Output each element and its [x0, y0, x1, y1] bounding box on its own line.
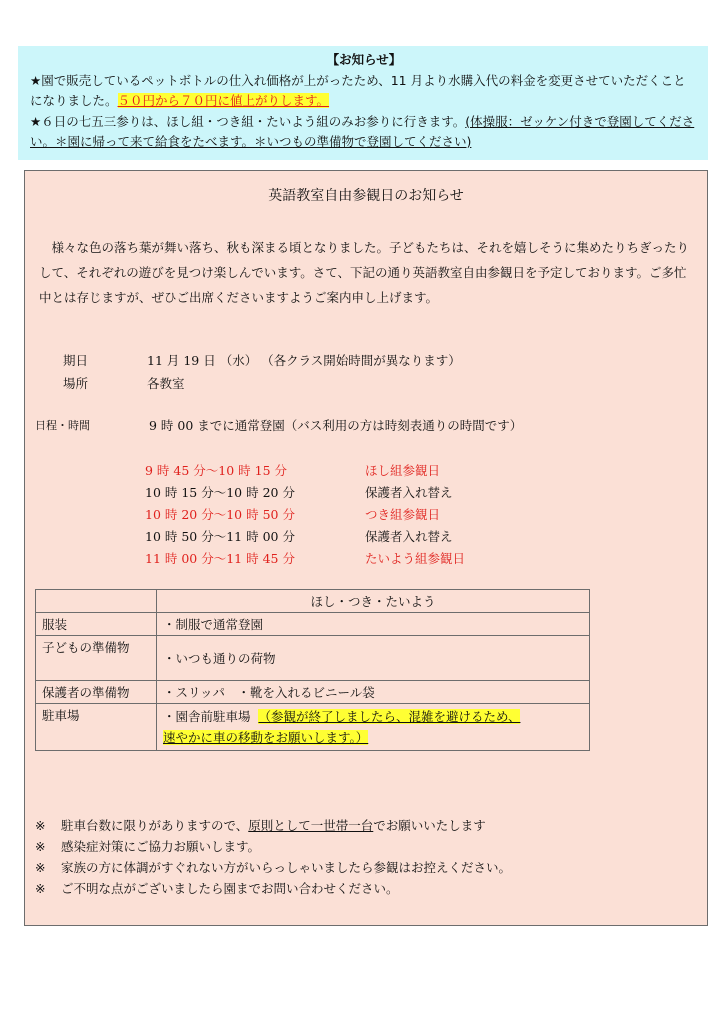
- schedule-value: 9 時 00 までに通常登園（バス利用の方は時刻表通りの時間です）: [149, 418, 523, 433]
- row-label: 子どもの準備物: [36, 636, 157, 681]
- table-row: [36, 590, 590, 613]
- table-row: [36, 636, 590, 681]
- notice-title: 【お知らせ】: [326, 52, 402, 67]
- note-text: 駐車台数に限りがありますので、: [61, 818, 249, 833]
- place-label: 場所: [63, 376, 89, 391]
- parking-highlight-2: 速やかに車の移動をお願いします。）: [163, 730, 369, 745]
- intro-paragraph: 様々な色の落ち葉が舞い落ち、秋も深まる頃となりました。子どもたちは、それを嬉しそうに集めたりちぎったりして、それぞれの遊びを見つけ楽しんでいます。さて、下記の通り英語教室自由参観日を予定しております。ご多忙中とは存じますが、ぜひご出席くださいますようご案内申し上げます。: [39, 240, 690, 305]
- table-row: [36, 613, 590, 636]
- schedule-event: 保護者入れ替え: [365, 529, 453, 544]
- schedule-time: 10 時 50 分～11 時 00 分: [145, 529, 295, 544]
- row-value: ・いつも通りの荷物: [157, 636, 590, 681]
- shichigosan-text: ★６日の七五三参りは、ほし組・つき組・たいよう組のみお参りに行きます。: [30, 113, 466, 129]
- note-item: [35, 836, 511, 857]
- row-label: 駐車場: [36, 704, 157, 751]
- row-value: ・制服で通常登園: [157, 613, 590, 636]
- note-mark: ※: [35, 839, 46, 854]
- note-item: [35, 878, 511, 899]
- notice-box: [18, 46, 708, 160]
- water-price-text: ★園で販売しているペットボトルの仕入れ価格が上がったため、11 月より水購入代の料金を変更させていただくことになりました。: [30, 72, 686, 108]
- note-text: でお願いいたします: [373, 818, 486, 833]
- table-header: ほし・つき・たいよう: [157, 590, 590, 613]
- schedule-time: 11 時 00 分～11 時 45 分: [145, 551, 295, 566]
- shichigosan-instructions: (体操服：ゼッケン付きで登園してください。＊園に帰って来て給食をたべます。＊いつもの準備物で登園してください): [30, 113, 695, 149]
- note-underlined: 原則として一世帯一台: [248, 818, 374, 833]
- schedule-time: 10 時 20 分～10 時 50 分: [145, 507, 295, 522]
- note-mark: ※: [35, 860, 46, 875]
- schedule-event: たいよう組参観日: [365, 551, 466, 566]
- notice-item-shichigosan: [30, 112, 698, 153]
- note-text: 感染症対策にご協力お願いします。: [61, 839, 261, 854]
- row-label: 服装: [36, 613, 157, 636]
- schedule-label: 日程・時間: [35, 419, 90, 432]
- date-label: 期日: [63, 353, 89, 368]
- notice-item-water-price: [30, 71, 698, 112]
- note-text: ご不明な点がございましたら園までお問い合わせください。: [61, 881, 399, 896]
- info-table: [35, 589, 590, 751]
- note-item: [35, 815, 511, 836]
- note-mark: ※: [35, 818, 46, 833]
- date-value: 11 月 19 日 （水） （各クラス開始時間が異なります）: [147, 353, 461, 368]
- note-mark: ※: [35, 881, 46, 896]
- schedule-event: 保護者入れ替え: [365, 485, 453, 500]
- note-text: 家族の方に体調がすぐれない方がいらっしゃいましたら参観はお控えください。: [61, 860, 512, 875]
- row-label: 保護者の準備物: [36, 681, 157, 704]
- price-change-highlight: ５０円から７０円に値上がりします。: [117, 93, 330, 108]
- schedule-time: 9 時 45 分～10 時 15 分: [145, 463, 288, 478]
- table-header-blank: [36, 590, 157, 613]
- table-row: [36, 681, 590, 704]
- note-item: [35, 857, 511, 878]
- page-title: 英語教室自由参観日のお知らせ: [268, 188, 464, 204]
- schedule-time: 10 時 15 分～10 時 20 分: [145, 485, 295, 500]
- parking-place: ・園舎前駐車場: [163, 709, 251, 724]
- row-value: ・スリッパ ・靴を入れるビニール袋: [157, 681, 590, 704]
- schedule-event: つき組参観日: [365, 507, 441, 522]
- parking-highlight-1: （参観が終了しましたら、混雑を避けるため、: [258, 709, 521, 724]
- row-value-parking: [157, 704, 590, 751]
- table-row: [36, 704, 590, 751]
- schedule-event: ほし組参観日: [365, 463, 441, 478]
- notes-list: [35, 815, 511, 899]
- open-class-notice: [24, 170, 708, 926]
- place-value: 各教室: [147, 376, 185, 391]
